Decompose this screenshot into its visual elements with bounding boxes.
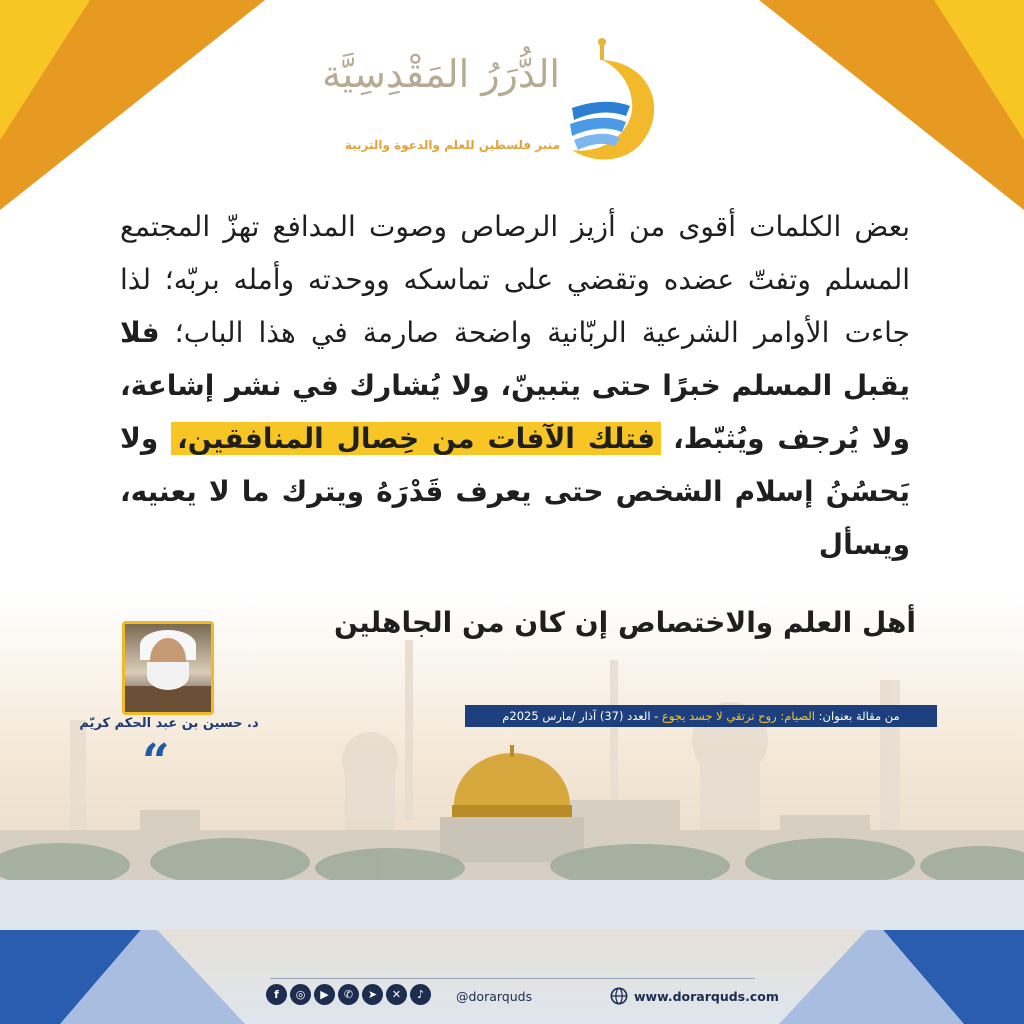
tiktok-icon[interactable]: ♪ [410, 984, 431, 1005]
crescent-logo-icon [560, 30, 670, 170]
source-article-title: الصيام: روح ترتقي لا جسد يجوع [662, 709, 815, 723]
top-right-corner-decoration [755, 0, 1024, 215]
twitter-icon[interactable]: ✕ [386, 984, 407, 1005]
source-issue: - العدد (37) آذار /مارس 2025م [502, 709, 662, 723]
telegram-icon[interactable]: ➤ [362, 984, 383, 1005]
quote-bold-1: فلا يقبل المسلم خبرًا حتى يتبينّ، ولا يُشارك في نشر إشاعة، ولا يُرجف ويُثبّط، [120, 316, 910, 455]
social-icons [266, 984, 431, 1005]
social-handle[interactable]: @dorarquds [456, 988, 533, 1004]
top-left-corner-decoration [0, 0, 270, 215]
source-prefix: من مقالة بعنوان: [815, 709, 900, 723]
brand-subtitle: منبر فلسطين للعلم والدعوة والتربية [344, 138, 560, 152]
whatsapp-icon[interactable]: ✆ [338, 984, 359, 1005]
author-photo [122, 621, 214, 715]
brand-title: الدُّرَرُ المَقْدِسِيَّة [322, 52, 560, 96]
footer-divider [270, 978, 755, 979]
brand-logo [322, 30, 670, 170]
quote-text [120, 200, 910, 571]
quote-highlight: فتلك الآفات من خِصال المنافقين، [171, 422, 661, 455]
quote-last-line: أهل العلم والاختصاص إن كان من الجاهلين [333, 606, 916, 639]
youtube-icon[interactable]: ▶ [314, 984, 335, 1005]
website-link[interactable] [610, 985, 779, 1007]
author-name: د. حسين بن عبد الحكم كريّم [79, 716, 259, 731]
globe-icon [610, 987, 628, 1005]
dome-of-the-rock-icon [440, 745, 584, 862]
website-url: www.dorarquds.com [634, 988, 779, 1004]
quote-part-1: بعض الكلمات أقوى من أزيز الرصاص وصوت المدافع تهزّ المجتمع المسلم وتفتّ عضده وتقضي على تماسكه ووحدته وأمله بربّه؛ لذا جاءت الأوامر الشرعية الربّانية واضحة صارمة في هذا الباب؛ [120, 210, 910, 349]
facebook-icon[interactable]: f [266, 984, 287, 1005]
instagram-icon[interactable]: ◎ [290, 984, 311, 1005]
quote-bold-2: ولا يَحسُنُ إسلام الشخص حتى يعرف قَدْرَهُ ويترك ما لا يعنيه، ويسأل [120, 422, 910, 561]
source-banner [465, 705, 937, 727]
quote-mark-icon: “ [142, 734, 170, 790]
